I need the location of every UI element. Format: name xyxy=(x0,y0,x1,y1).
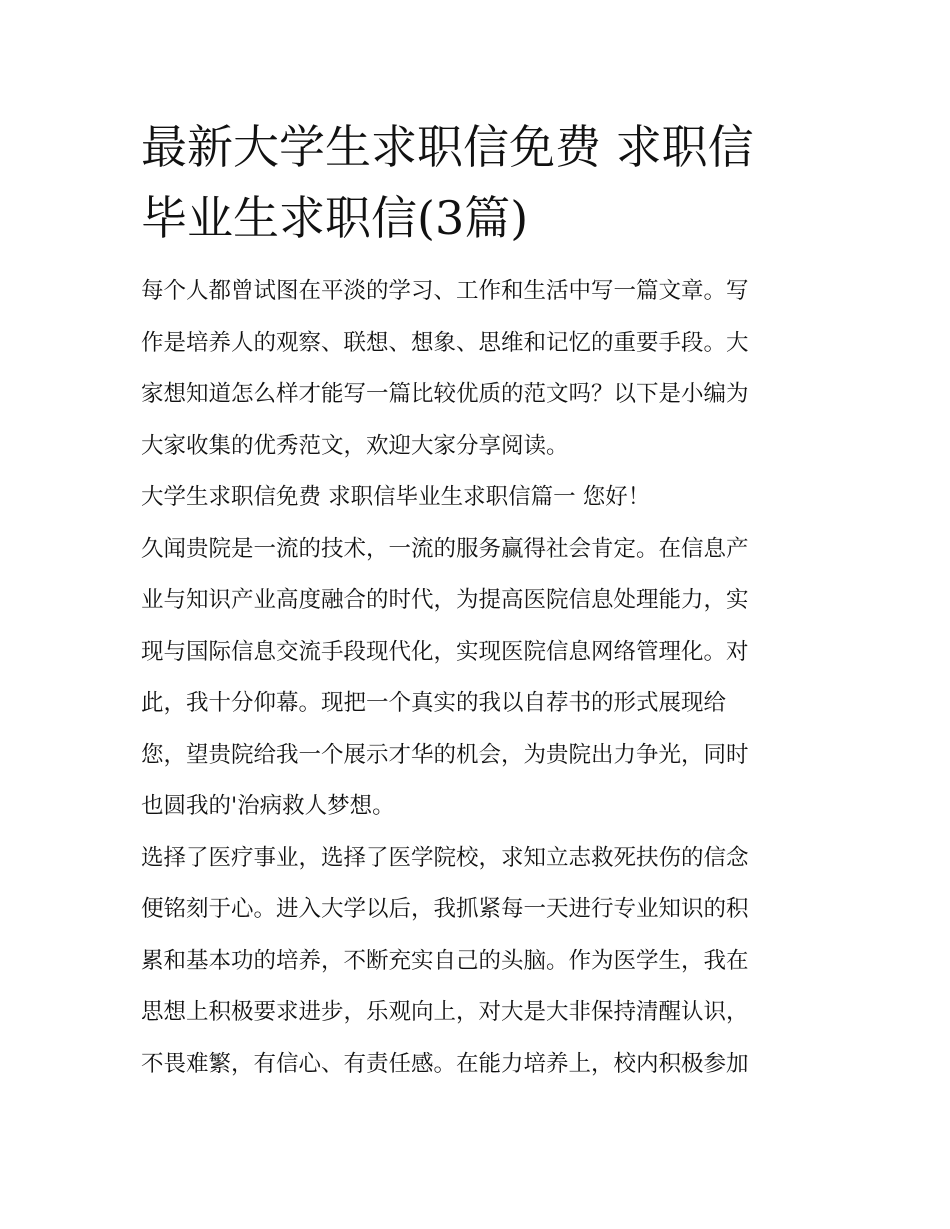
text-line: 大学生求职信免费 求职信毕业生求职信篇一 您好！ xyxy=(141,484,651,510)
text-line: 现与国际信息交流手段现代化，实现医院信息网络管理化。对 xyxy=(141,638,749,665)
text-line: 每个人都曾试图在平淡的学习、工作和生活中写一篇文章。写 xyxy=(141,278,749,304)
text-line: 便铭刻于心。进入大学以后，我抓紧每一天进行专业知识的积 xyxy=(141,896,749,922)
letter-paragraph-1 xyxy=(141,524,813,833)
text-line: 思想上积极要求进步，乐观向上，对大是大非保持清醒认识， xyxy=(141,999,749,1025)
text-line: 您，望贵院给我一个展示才华的机会，为贵院出力争光，同时 xyxy=(141,741,749,768)
text-line: 不畏难繁，有信心、有责任感。在能力培养上，校内积极参加 xyxy=(141,1050,749,1077)
text-line: 作是培养人的观察、联想、想象、思维和记忆的重要手段。大 xyxy=(141,329,749,356)
text-line: 家想知道怎么样才能写一篇比较优质的范文吗？以下是小编为 xyxy=(141,381,749,407)
letter-paragraph-2 xyxy=(141,833,813,1091)
title-line-1: 最新大学生求职信免费 求职信 xyxy=(141,120,754,174)
letter-heading-paragraph xyxy=(141,472,813,524)
text-line: 选择了医疗事业，选择了医学院校，求知立志救死扶伤的信念 xyxy=(141,844,749,871)
document-body xyxy=(141,112,813,1090)
text-line: 累和基本功的培养，不断充实自己的头脑。作为医学生，我在 xyxy=(141,947,749,974)
text-line: 业与知识产业高度融合的时代，为提高医院信息处理能力，实 xyxy=(141,587,749,613)
title-line-2: 毕业生求职信(3篇) xyxy=(141,191,529,245)
text-line: 此，我十分仰幕。现把一个真实的我以自荐书的形式展现给 xyxy=(141,690,727,716)
text-line: 大家收集的优秀范文，欢迎大家分享阅读。 xyxy=(141,432,569,459)
document-title xyxy=(141,112,813,254)
intro-paragraph xyxy=(141,266,813,472)
text-line: 也圆我的'治病救人梦想。 xyxy=(141,793,395,819)
text-line: 久闻贵院是一流的技术，一流的服务赢得社会肯定。在信息产 xyxy=(141,535,749,562)
